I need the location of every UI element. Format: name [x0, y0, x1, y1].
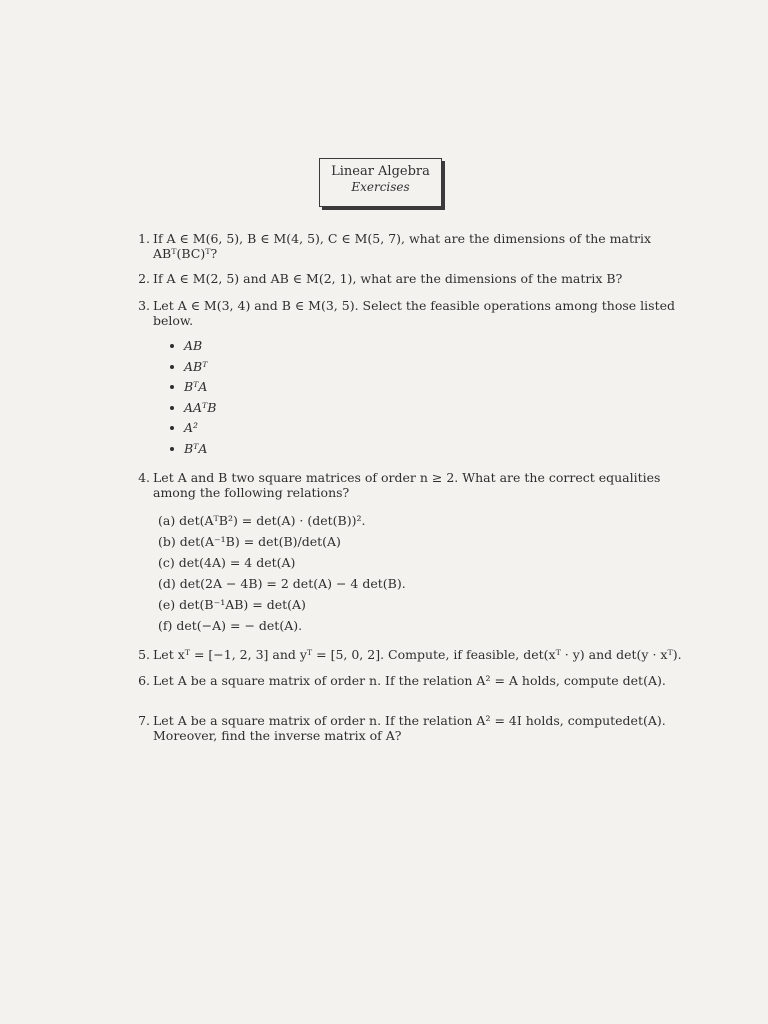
exercise-number: 7.: [138, 713, 150, 728]
exercise-number: 2.: [138, 271, 150, 286]
list-item: AB: [170, 336, 217, 357]
exercise-text-line: If A ∈ M(2, 5) and AB ∈ M(2, 1), what are the dimensions of the matrix B?: [153, 271, 623, 286]
exercise-text-line: Let A and B two square matrices of order n ≥ 2. What are the correct equalities: [153, 470, 661, 485]
exercise-text-line: below.: [153, 313, 194, 328]
exercise-text-line: If A ∈ M(6, 5), B ∈ M(4, 5), C ∈ M(5, 7), what are the dimensions of the matrix: [153, 231, 652, 246]
list-item: (b) det(A⁻¹B) = det(B)/det(A): [158, 534, 341, 549]
sheet-subtitle: Exercises: [351, 180, 410, 194]
operations-list: [170, 336, 217, 459]
sheet-title: Linear Algebra: [331, 164, 430, 179]
relations-list: [158, 510, 406, 636]
exercise-6: [138, 673, 666, 688]
exercise-text-line: ABᵀ(BC)ᵀ?: [153, 246, 218, 261]
exercise-7: [138, 713, 666, 743]
exercise-5: [138, 647, 682, 662]
title-box: [319, 158, 442, 207]
list-item: (a) det(AᵀB²) = det(A) · (det(B))².: [158, 513, 366, 528]
exercise-text-line: among the following relations?: [153, 485, 350, 500]
exercise-text-line: Let A ∈ M(3, 4) and B ∈ M(3, 5). Select the feasible operations among those listed: [153, 298, 675, 313]
list-item: AAᵀB: [170, 398, 217, 419]
exercise-text-line: Let xᵀ = [−1, 2, 3] and yᵀ = [5, 0, 2]. Compute, if feasible, det(xᵀ · y) and det(y · xᵀ).: [153, 647, 682, 662]
list-item: BᵀA: [170, 439, 217, 460]
exercise-number: 5.: [138, 647, 150, 662]
exercise-3: [138, 298, 675, 328]
list-item: BᵀA: [170, 377, 217, 398]
exercise-number: 6.: [138, 673, 150, 688]
list-item: (e) det(B⁻¹AB) = det(A): [158, 597, 306, 612]
list-item: A²: [170, 418, 217, 439]
exercise-number: 3.: [138, 298, 150, 313]
list-item: (d) det(2A − 4B) = 2 det(A) − 4 det(B).: [158, 576, 406, 591]
list-item: (c) det(4A) = 4 det(A): [158, 555, 296, 570]
list-item: (f) det(−A) = − det(A).: [158, 618, 303, 633]
exercise-1: [138, 231, 652, 261]
exercise-number: 1.: [138, 231, 150, 246]
exercise-4: [138, 470, 661, 500]
exercise-text-line: Let A be a square matrix of order n. If the relation A² = A holds, compute det(A).: [153, 673, 666, 688]
exercise-text-line: Moreover, find the inverse matrix of A?: [153, 728, 402, 743]
exercise-text-line: Let A be a square matrix of order n. If the relation A² = 4I holds, computedet(A).: [153, 713, 666, 728]
exercise-2: [138, 271, 623, 286]
list-item: ABᵀ: [170, 357, 217, 378]
exercise-number: 4.: [138, 470, 150, 485]
